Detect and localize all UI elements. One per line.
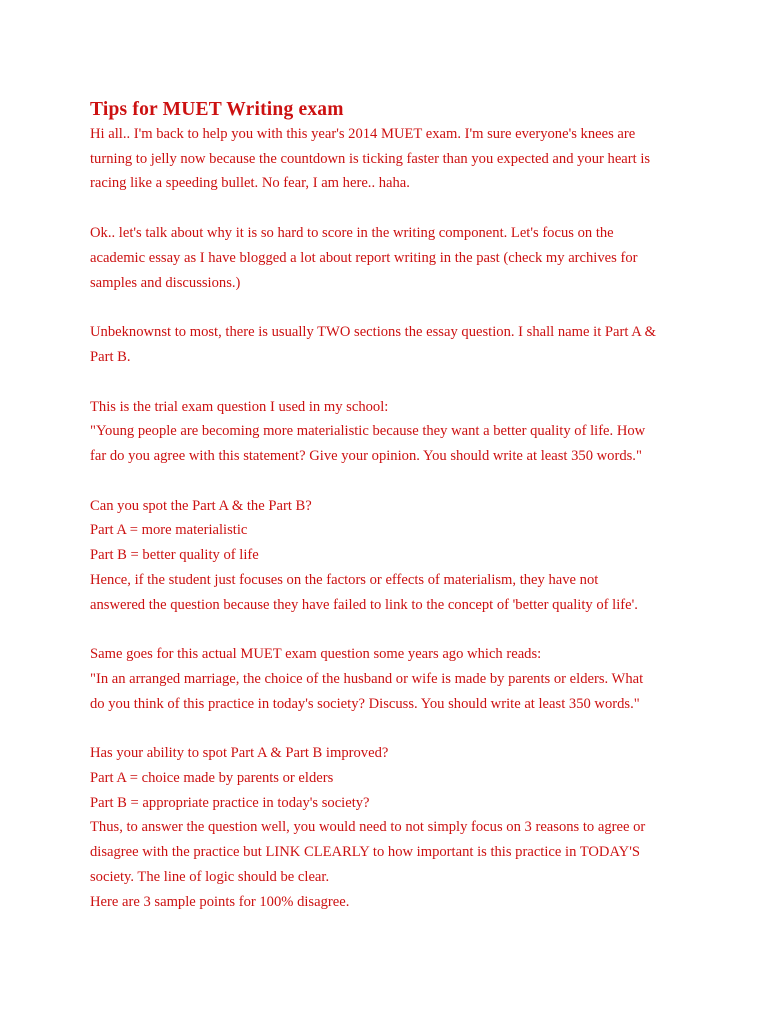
text-line: answered the question because they have failed to link to the concept of 'better quality of life'.	[90, 596, 638, 613]
text-line: Thus, to answer the question well, you would need to not simply focus on 3 reasons to agree or	[90, 819, 646, 836]
page-title: Tips for MUET Writing exam	[90, 99, 344, 120]
text-line: Same goes for this actual MUET exam question some years ago which reads:	[90, 646, 542, 663]
text-line: Ok.. let's talk about why it is so hard to score in the writing component. Let's focus on the	[90, 225, 614, 242]
document-page	[90, 98, 730, 939]
text-line: do you think of this practice in today's society? Discuss. You should write at least 350 words."	[90, 695, 640, 712]
text-line: turning to jelly now because the countdown is ticking faster than you expected and your heart is	[90, 150, 651, 167]
paragraph	[90, 221, 730, 295]
text-line: academic essay as I have blogged a lot about report writing in the past (check my archives for	[90, 249, 638, 266]
text-line: Can you spot the Part A & the Part B?	[90, 497, 312, 514]
text-line: Unbeknownst to most, there is usually TWO sections the essay question. I shall name it Part A &	[90, 324, 656, 341]
text-line: samples and discussions.)	[90, 274, 241, 291]
text-line: Has your ability to spot Part A & Part B improved?	[90, 745, 389, 762]
text-line: society. The line of logic should be clear.	[90, 868, 330, 885]
text-line: Part A = choice made by parents or elders	[90, 770, 334, 787]
paragraph	[90, 741, 730, 914]
text-line: far do you agree with this statement? Give your opinion. You should write at least 350 words."	[90, 448, 642, 465]
paragraph	[90, 395, 730, 469]
text-line: disagree with the practice but LINK CLEARLY to how important is this practice in TODAY'S	[90, 844, 640, 861]
text-line: Part B.	[90, 348, 131, 365]
text-line: Part B = appropriate practice in today's society?	[90, 794, 370, 811]
text-line: Part B = better quality of life	[90, 547, 259, 564]
text-line: Here are 3 sample points for 100% disagree.	[90, 893, 350, 910]
paragraph	[90, 494, 730, 618]
text-line: Part A = more materialistic	[90, 522, 248, 539]
text-line: racing like a speeding bullet. No fear, I am here.. haha.	[90, 175, 410, 192]
paragraph	[90, 642, 730, 716]
article-body	[90, 122, 730, 914]
text-line: "Young people are becoming more materialistic because they want a better quality of life. How	[90, 423, 646, 440]
text-line: "In an arranged marriage, the choice of the husband or wife is made by parents or elders. What	[90, 670, 644, 687]
text-line: Hence, if the student just focuses on the factors or effects of materialism, they have not	[90, 571, 599, 588]
text-line: This is the trial exam question I used in my school:	[90, 398, 389, 415]
text-line: Hi all.. I'm back to help you with this year's 2014 MUET exam. I'm sure everyone's knees are	[90, 126, 636, 142]
paragraph	[90, 122, 730, 196]
paragraph	[90, 320, 730, 369]
